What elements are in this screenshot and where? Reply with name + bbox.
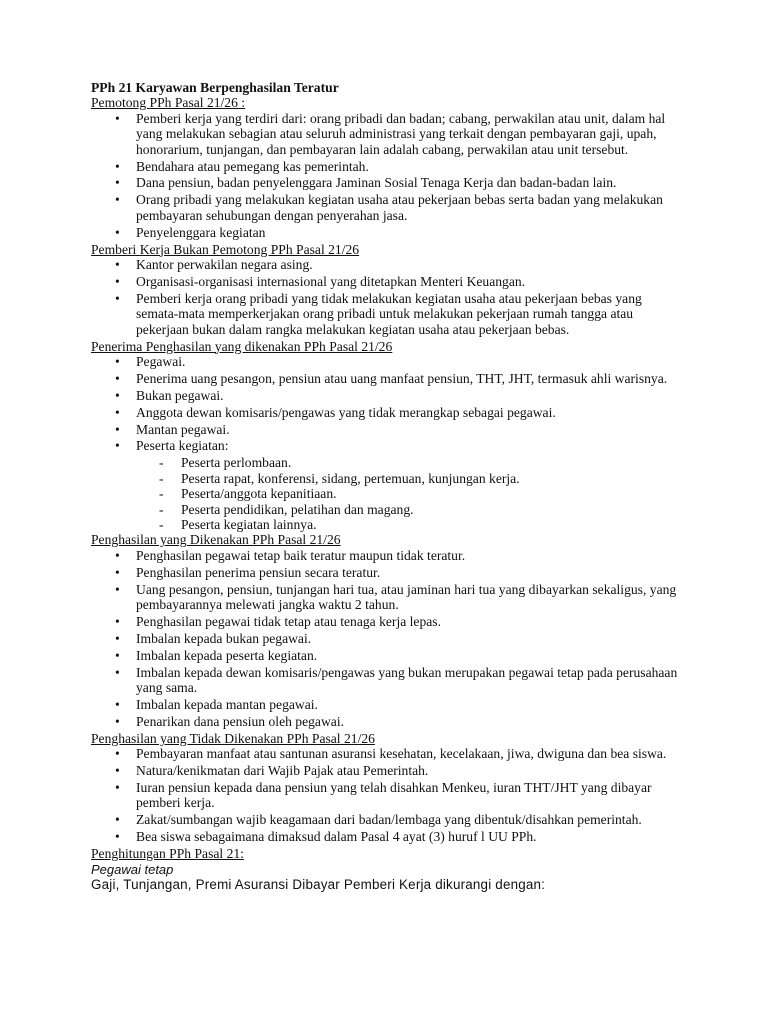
list-item [91,371,681,386]
sub-list-item: - Peserta kegiatan lainnya. [91,517,681,532]
list-item-text: Pegawai. [136,353,186,369]
list-item-text: Pemberi kerja orang pribadi yang tidak melakukan kegiatan usaha atau pekerjaan bebas yang semata-mata memperkerjakan orang pribadi untuk melakukan pekerjaan rumah tangga atau pekerjaan bukan dalam rangka melakukan kegiatan usaha atau pekerjaan bebas. [136,290,642,337]
list-item-text: Kantor perwakilan negara asing. [136,256,313,272]
list-item-text: Organisasi-organisasi internasional yang ditetapkan Menteri Keuangan. [136,273,526,289]
list-item-text: Peserta kegiatan: [136,438,229,454]
list-item-text: Penghasilan penerima pensiun secara teratur. [136,564,381,580]
list-item [91,614,681,629]
list-item-text: Penyelenggara kegiatan [136,224,266,240]
list-item [91,829,681,844]
list-item [91,159,681,174]
list-item-text: Uang pesangon, pensiun, tunjangan hari tua, atau jaminan hari tua yang dibayarkan sekaligus, yang pembayarannya melewati jangka waktu 2 tahun. [136,581,677,612]
list-item-text: Imbalan kepada dewan komisaris/pengawas yang bukan merupakan pegawai tetap pada perusahaan yang sama. [136,664,678,696]
list-item [91,697,681,712]
list-item-text: Imbalan kepada bukan pegawai. [136,630,312,646]
list-item [91,763,681,778]
list-item [91,631,681,646]
bullet-list [91,111,681,240]
list-item [91,274,681,289]
sub-list [91,455,681,532]
calc-text: Gaji, Tunjangan, Premi Asuransi Dibayar Pemberi Kerja dikurangi dengan: [91,876,546,892]
sub-list-item: - Peserta/anggota kepanitiaan. [91,486,681,501]
sub-list-item: - Peserta pendidikan, pelatihan dan magang. [91,502,681,517]
list-item-text: Anggota dewan komisaris/pengawas yang tidak merangkap sebagai pegawai. [136,404,556,420]
section-heading: Penghasilan yang Dikenakan PPh Pasal 21/26 [91,532,341,548]
section-heading-penghitungan: Penghitungan PPh Pasal 21: [91,846,244,862]
list-item [91,565,681,580]
bullet-list [91,354,681,532]
list-item [91,111,681,157]
list-item [91,257,681,272]
list-item-text: Penarikan dana pensiun oleh pegawai. [136,713,344,729]
list-item-text: Mantan pegawai. [136,421,230,437]
section-heading: Penerima Penghasilan yang dikenakan PPh Pasal 21/26 [91,338,393,354]
bullet-list [91,746,681,844]
subheading-pegawai-tetap: Pegawai tetap [91,861,174,877]
list-item-text: Orang pribadi yang melakukan kegiatan usaha atau pekerjaan bebas serta badan yang melakukan pembayaran sehubungan dengan penyerahan jasa. [136,192,663,223]
list-item [91,780,681,811]
list-item-text: Pemberi kerja yang terdiri dari: orang pribadi dan badan; cabang, perwakilan atau unit, dalam hal yang melakukan sebagian atau seluruh administrasi yang terkait dengan pembayaran gaji, upah, honorarium, tunjangan, dan pembayaran lain adalah cabang, perwakilan atau unit tersebut. [136,110,666,157]
list-item [91,648,681,663]
list-item [91,438,681,453]
list-item [91,388,681,403]
section-heading: Penghasilan yang Tidak Dikenakan PPh Pasal 21/26 [91,730,375,746]
sections-container [91,95,681,844]
list-item-text: Iuran pensiun kepada dana pensiun yang telah disahkan Menkeu, iuran THT/JHT yang dibayar pemberi kerja. [136,779,652,811]
list-item-text: Imbalan kepada mantan pegawai. [136,696,318,712]
list-item-text: Penerima uang pesangon, pensiun atau uang manfaat pensiun, THT, JHT, termasuk ahli warisnya. [136,370,668,386]
section-heading: Pemberi Kerja Bukan Pemotong PPh Pasal 21/26 [91,241,360,257]
list-item-text: Penghasilan pegawai tetap baik teratur maupun tidak teratur. [136,547,466,563]
list-item [91,665,681,696]
list-item-text: Zakat/sumbangan wajib keagamaan dari badan/lembaga yang dibentuk/disahkan pemerintah. [136,812,642,828]
document-title: PPh 21 Karyawan Berpenghasilan Teratur [91,80,339,95]
list-item-text: Bendahara atau pemegang kas pemerintah. [136,158,369,174]
bullet-list [91,548,681,729]
list-item [91,175,681,190]
sub-list-item: - Peserta perlombaan. [91,455,681,470]
list-item [91,812,681,827]
list-item-text: Pembayaran manfaat atau santunan asuransi kesehatan, kecelakaan, jiwa, dwiguna dan bea siswa. [136,746,667,762]
section-heading: Pemotong PPh Pasal 21/26 : [91,95,246,111]
list-item [91,746,681,761]
list-item [91,422,681,437]
list-item-text: Dana pensiun, badan penyelenggara Jaminan Sosial Tenaga Kerja dan badan-badan lain. [136,175,617,191]
list-item [91,714,681,729]
list-item-text: Bea siswa sebagaimana dimaksud dalam Pasal 4 ayat (3) huruf l UU PPh. [136,829,537,845]
sub-list-item: - Peserta rapat, konferensi, sidang, pertemuan, kunjungan kerja. [91,471,681,486]
list-item [91,405,681,420]
document-content [91,80,681,892]
bullet-list [91,257,681,337]
list-item-text: Natura/kenikmatan dari Wajib Pajak atau Pemerintah. [136,763,429,779]
list-item [91,291,681,337]
list-item [91,582,681,613]
list-item [91,548,681,563]
list-item [91,354,681,369]
list-item-text: Imbalan kepada peserta kegiatan. [136,647,318,663]
list-item-text: Penghasilan pegawai tidak tetap atau tenaga kerja lepas. [136,613,441,629]
list-item [91,192,681,223]
list-item [91,225,681,240]
list-item-text: Bukan pegawai. [136,387,224,403]
